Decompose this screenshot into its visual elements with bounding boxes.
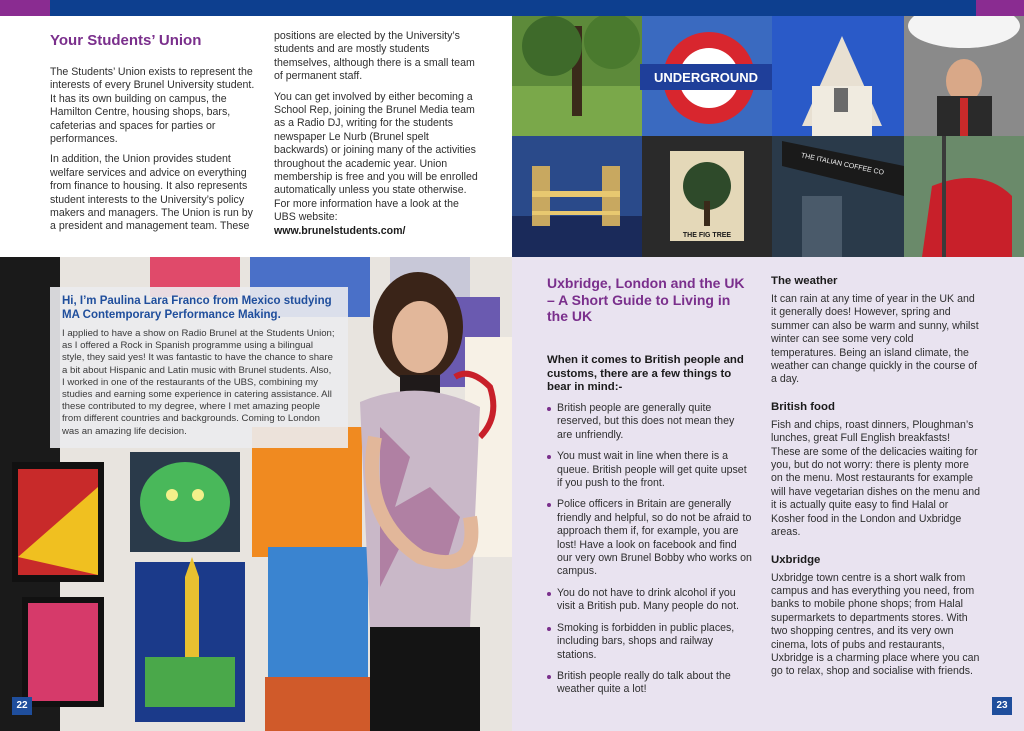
list-item — [547, 587, 752, 614]
info-column — [771, 275, 981, 693]
list-item — [547, 498, 752, 578]
top-bar-accent — [976, 0, 1024, 16]
list-item-text: British people really do talk about the weather quite a lot! — [557, 669, 731, 696]
left-page — [0, 16, 512, 731]
top-bar-right — [512, 0, 1024, 16]
bullet-icon — [547, 592, 551, 596]
bullet-icon — [547, 627, 551, 631]
list-item-text: British people are generally quite reserved, but this does not mean they are unfriendly. — [557, 402, 735, 441]
bullet-icon — [547, 407, 551, 411]
right-page — [512, 16, 1024, 731]
uxbridge-text: Uxbridge town centre is a short walk from campus and has everything you need, from banks to mobile phone shops; from Halal supermarkets to departments stores. With two shopping centres, and its very own cinema, lots of pubs and restaurants, Uxbridge is a charming place where you can go to relax, shop and socialise with friends. — [771, 571, 980, 678]
quote-title: Hi, I’m Paulina Lara Franco from Mexico studying MA Contemporary Performance Making. — [62, 295, 332, 321]
section-title: Uxbridge, London and the UK – A Short Guide to Living in the UK — [547, 275, 745, 324]
customs-list — [547, 402, 752, 705]
top-bar-accent — [0, 0, 50, 16]
list-item-text: Smoking is forbidden in public places, including bars, shops and railway stations. — [557, 621, 735, 661]
list-item — [547, 402, 752, 442]
page-title: Your Students’ Union — [50, 32, 202, 49]
paragraph: positions are elected by the University’s students and are mostly students themselves, although there is a small team of permanent staff. — [274, 30, 475, 83]
page-number: 23 — [992, 697, 1012, 715]
weather-text: It can rain at any time of year in the UK and it generally does! However, spring and summer can also be warm and sunny, whilst winter can see some very cold temperatures. Being an island climate, the weather can change quickly in the course of a day. — [771, 293, 979, 386]
paragraph — [274, 91, 482, 238]
list-item — [547, 670, 752, 697]
food-text: Fish and chips, roast dinners, Ploughman’s lunches, great Full English breakfasts! These are some of the delicacies waiting for you, but do not worry: there is plenty more on the menu. Most restaurants for example will have vegetarian dishes on the menu and it is actually quite easy to find Halal or Kosher food in the London and Uxbridge areas. — [771, 418, 981, 539]
list-item — [547, 450, 752, 490]
top-bar-left — [0, 0, 512, 16]
paragraph-text: You can get involved by either becoming a School Rep, joining the Brunel Media team as a Radio DJ, writing for the students newspaper Le Nurb (Brunel spelt backwards) or joining many of the activities throughout the academic year. Union membership is free and you will be enrolled automatically unless you state otherwise. For more information have a look at the UBS website: — [274, 90, 478, 224]
page-number: 22 — [12, 697, 32, 715]
weather-heading: The weather — [771, 275, 838, 287]
text-column-a — [50, 66, 255, 241]
london-photo-collage — [512, 16, 1024, 257]
uxbridge-heading: Uxbridge — [771, 553, 821, 566]
food-heading: British food — [771, 400, 835, 413]
list-item-text: Police officers in Britain are generally friendly and helpful, so do not be afraid to approach them if, for example, you are lost! Have a look on facebook and find our very own Brunel Bobby who works on campus. — [557, 498, 752, 578]
list-item-text: You do not have to drink alcohol if you visit a British pub. Many people do not. — [557, 586, 739, 613]
list-item-text: You must wait in line when there is a queue. British people will get quite upset if you push to the front. — [557, 450, 747, 490]
underground-sign-text: UNDERGROUND — [654, 70, 758, 85]
list-item — [547, 622, 752, 662]
student-quote-box — [50, 287, 348, 448]
cafe-sign-text: THE ITALIAN COFFEE CO — [800, 152, 885, 177]
paragraph: The Students’ Union exists to represent the interests of every Brunel University student. It has its own building on campus, the Hamilton Centre, housing shops, bars, cafeterias and spaces for parties or performances. — [50, 66, 255, 146]
website-link[interactable]: www.brunelstudents.com/ — [274, 224, 406, 237]
student-photo — [0, 257, 512, 731]
customs-heading: When it comes to British people and customs, there are a few things to bear in mind:- — [547, 354, 744, 394]
bullet-icon — [547, 503, 551, 507]
bullet-icon — [547, 675, 551, 679]
text-column-b — [274, 30, 482, 245]
quote-body: I applied to have a show on Radio Brunel at the Students Union; as I offered a Rock in Spanish programme using a bilingual style, they said yes! It was fantastic to have the chance to share a bit about Hispanic and Latin music with Brunel students. Also, I worked in one of the restaurants of the UBS, combining my studies and earning some experience in catering assistance. All these contributed to my degree, where I met amazing people from different countries and backgrounds. Coming to London was an amazing life decision. — [62, 328, 335, 437]
pub-sign-text: THE FIG TREE — [682, 232, 732, 239]
paragraph: In addition, the Union provides student welfare services and advice on everything from finance to housing. It also represents student interests to the University’s policy makers and managers. The Union is run by a president and management team. These — [50, 153, 253, 233]
bullet-icon — [547, 455, 551, 459]
collage-illustration — [512, 16, 1024, 257]
